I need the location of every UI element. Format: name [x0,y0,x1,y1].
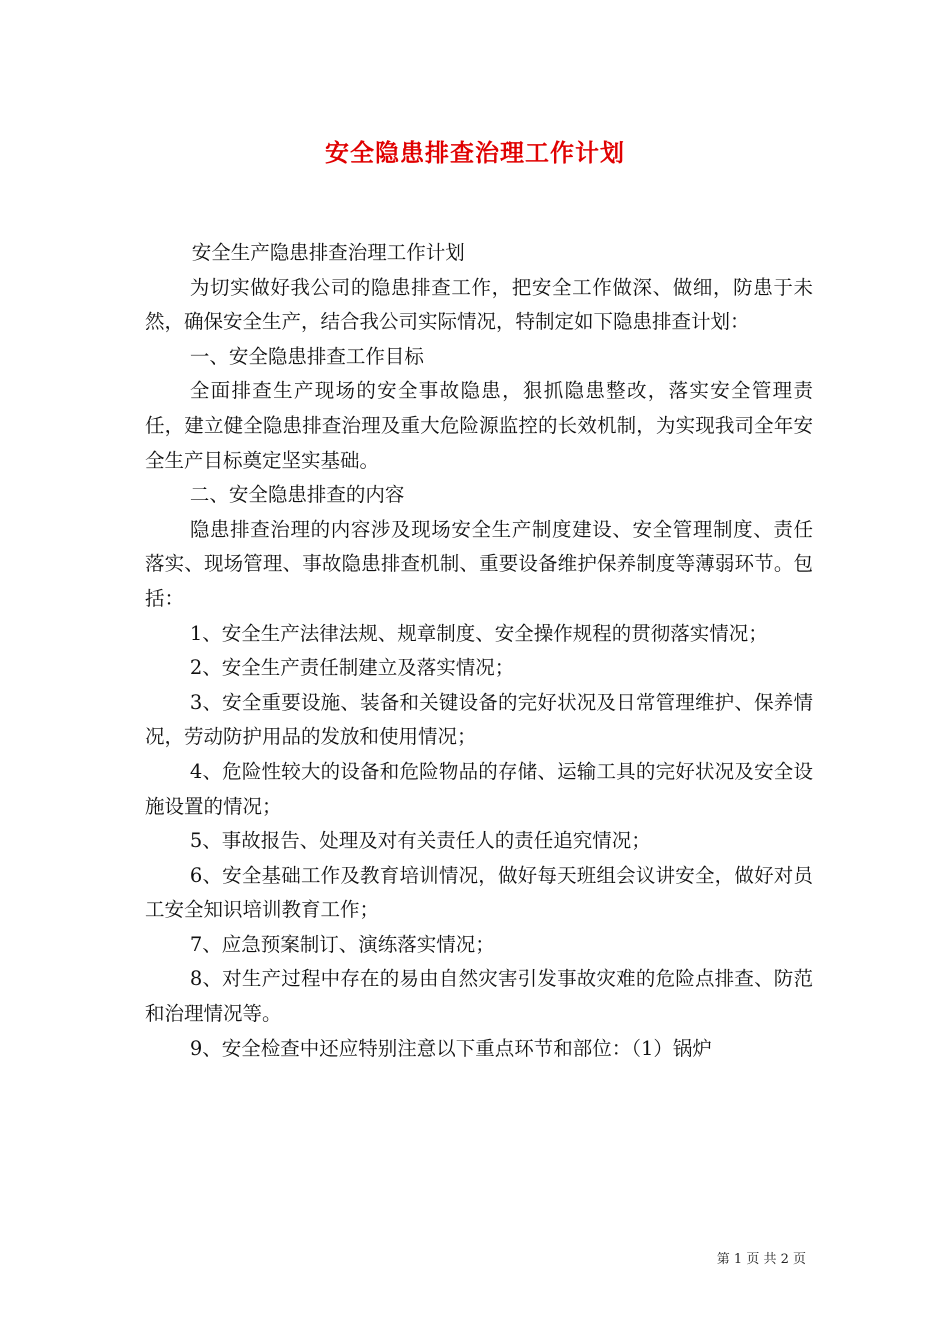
paragraph-subtitle: 安全生产隐患排查治理工作计划 [191,241,465,264]
list-item: 1、安全生产法律法规、规章制度、安全操作规程的贯彻落实情况； [189,621,768,645]
list-item: 6、安全基础工作及教育培训情况，做好每天班组会议讲安全，做好对员工安全知识培训教育工作； [145,863,813,922]
list-item: 3、安全重要设施、装备和关键设备的完好状况及日常管理维护、保养情况，劳动防护用品的发放和使用情况； [145,690,813,749]
page-number: 第 1 页 共 2 页 [716,1252,806,1267]
list-item: 5、事故报告、处理及对有关责任人的责任追究情况； [189,829,651,853]
paragraph-goal: 全面排查生产现场的安全事故隐患，狠抓隐患整改，落实安全管理责任，建立健全隐患排查治理及重大危险源监控的长效机制，为实现我司全年安全生产目标奠定坚实基础。 [145,379,813,472]
paragraph-intro: 为切实做好我公司的隐患排查工作，把安全工作做深、做细，防患于未然，确保安全生产，结合我公司实际情况，特制定如下隐患排查计划： [145,275,813,334]
page-title: 安全隐患排查治理工作计划 [325,138,625,167]
list-item: 9、安全检查中还应特别注意以下重点环节和部位：（1）锅炉 [189,1036,712,1060]
paragraph-content: 隐患排查治理的内容涉及现场安全生产制度建设、安全管理制度、责任落实、现场管理、事故隐患排查机制、重要设备维护保养制度等薄弱环节。包括： [145,517,813,610]
section-heading-goal: 一、安全隐患排查工作目标 [189,344,424,368]
list-item: 4、危险性较大的设备和危险物品的存储、运输工具的完好状况及安全设施设置的情况； [145,759,813,818]
section-heading-content: 二、安全隐患排查的内容 [189,483,405,507]
list-item: 7、应急预案制订、演练落实情况； [189,932,495,956]
list-item: 8、对生产过程中存在的易由自然灾害引发事故灾难的危险点排查、防范和治理情况等。 [145,967,813,1026]
document-body [145,236,813,1066]
list-item: 2、安全生产责任制建立及落实情况； [189,656,515,680]
